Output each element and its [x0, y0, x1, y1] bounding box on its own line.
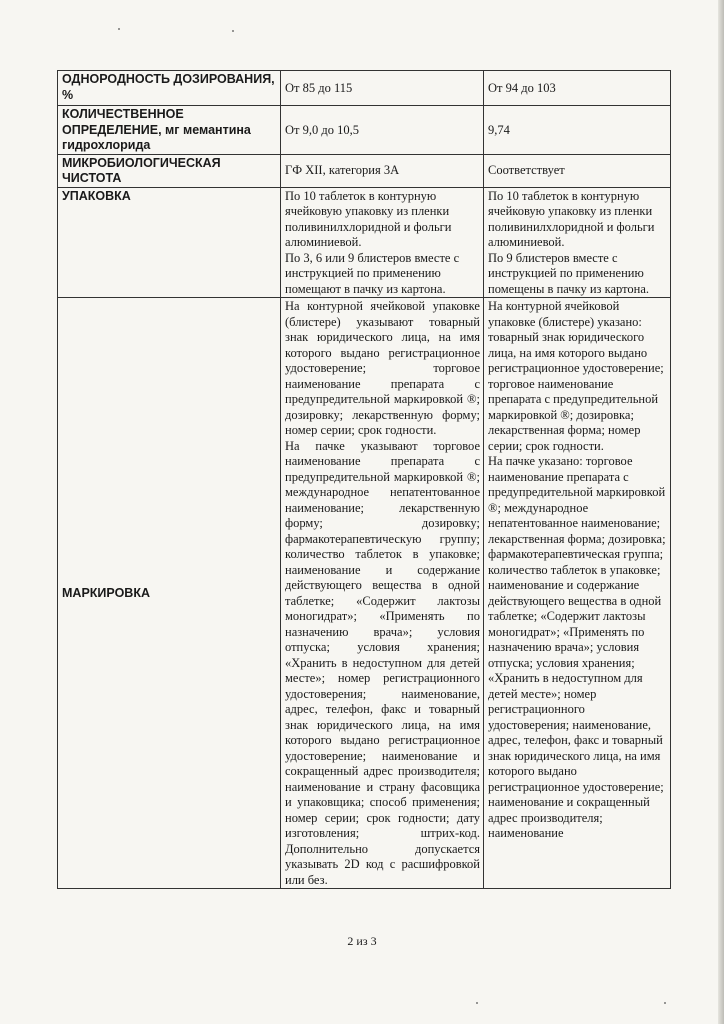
row-label: УПАКОВКА [58, 187, 281, 298]
spec-cell [281, 298, 484, 889]
table-row [58, 106, 671, 155]
scan-speck [664, 1002, 666, 1004]
scan-speck [118, 28, 120, 30]
scan-speck [232, 30, 234, 32]
spec-paragraph: По 3, 6 или 9 блистеров вместе с инструкцией по применению помещают в пачку из картона. [285, 250, 460, 296]
row-label: ОДНОРОДНОСТЬ ДОЗИРОВАНИЯ, % [58, 71, 281, 106]
scan-edge [718, 0, 724, 1024]
page-number: 2 из 3 [347, 934, 377, 948]
result-paragraph: На пачке указано: торговое наименование препарата с предупредительной маркировкой ®; международное непатентованное наименование; лекарственная форма; дозировка; фармакотерапевтическая группа; количество таблеток в упаковке; наименование и содержание действующего вещества в одной таблетке; «Содержит лактозы моногидрат»; «Применять по назначению врача»; условия отпуска; условия хранения; «Хранить в недоступном для детей месте»; номер регистрационного удостоверения; наименование, адрес, телефон, факс и товарный знак юридического лица, на имя которого выдано регистрационное удостоверение; наименование и сокращенный адрес производителя; наименование [488, 454, 666, 840]
result-cell [484, 187, 671, 298]
table-row [58, 154, 671, 187]
result-paragraph: На контурной ячейковой упаковке (блистере) указано: товарный знак юридического лица, на имя которого выдано регистрационное удостоверение; торговое наименование препарата с предупредительной маркировкой ®; дозировка; лекарственная форма; номер серии; срок годности. [488, 299, 664, 453]
row-label: КОЛИЧЕСТВЕННОЕ ОПРЕДЕЛЕНИЕ, мг мемантина гидрохлорида [58, 106, 281, 155]
row-label: МАРКИРОВКА [58, 298, 281, 889]
result-value: Соответствует [484, 154, 671, 187]
table-row [58, 187, 671, 298]
table-row [58, 71, 671, 106]
scan-speck [476, 1002, 478, 1004]
spec-value: ГФ XII, категория 3А [281, 154, 484, 187]
result-cell [484, 298, 671, 889]
spec-paragraph: По 10 таблеток в контурную ячейковую упаковку из пленки поливинилхлоридной и фольги алюминиевой. [285, 188, 452, 249]
spec-cell [281, 187, 484, 298]
spec-paragraph: На пачке указывают торговое наименование препарата с предупредительной маркировкой ®; международное непатентованное наименование; лекарственную форму; дозировку; фармакотерапевтическую группу; количество таблеток в упаковке; наименование и содержание действующего вещества в одной таблетке; «Содержит лактозы моногидрат»; «Применять по назначению врача»; условия отпуска; условия хранения; «Хранить в недоступном для детей месте»; номер регистрационного удостоверения; наименование, адрес, телефон, факс и товарный знак юридического лица, на имя которого выдано регистрационное удостоверение; наименование и сокращенный адрес производителя; наименование и страну фасовщика и упаковщика; способ применения; номер серии; срок годности; дату изготовления; штрих-код. Дополнительно допускается указывать 2D код с расшифровкой или без. [285, 438, 480, 887]
result-value: 9,74 [484, 106, 671, 155]
spec-paragraph: На контурной ячейковой упаковке (блистере) указывают товарный знак юридического лица, на имя которого выдано регистрационное удостоверение; торговое наименование препарата с предупредительной маркировкой ®; дозировку; лекарственную форму; номер серии; срок годности. [285, 299, 480, 437]
result-value: От 94 до 103 [484, 71, 671, 106]
result-paragraph: По 9 блистеров вместе с инструкцией по применению помещены в пачку из картона. [488, 250, 650, 296]
table-row [58, 298, 671, 889]
specification-table [57, 70, 671, 889]
row-label: МИКРОБИОЛОГИЧЕСКАЯ ЧИСТОТА [58, 154, 281, 187]
spec-value: От 9,0 до 10,5 [281, 106, 484, 155]
result-paragraph: По 10 таблеток в контурную ячейковую упаковку из пленки поливинилхлоридной и фольги алюминиевой. [488, 188, 655, 249]
spec-value: От 85 до 115 [281, 71, 484, 106]
